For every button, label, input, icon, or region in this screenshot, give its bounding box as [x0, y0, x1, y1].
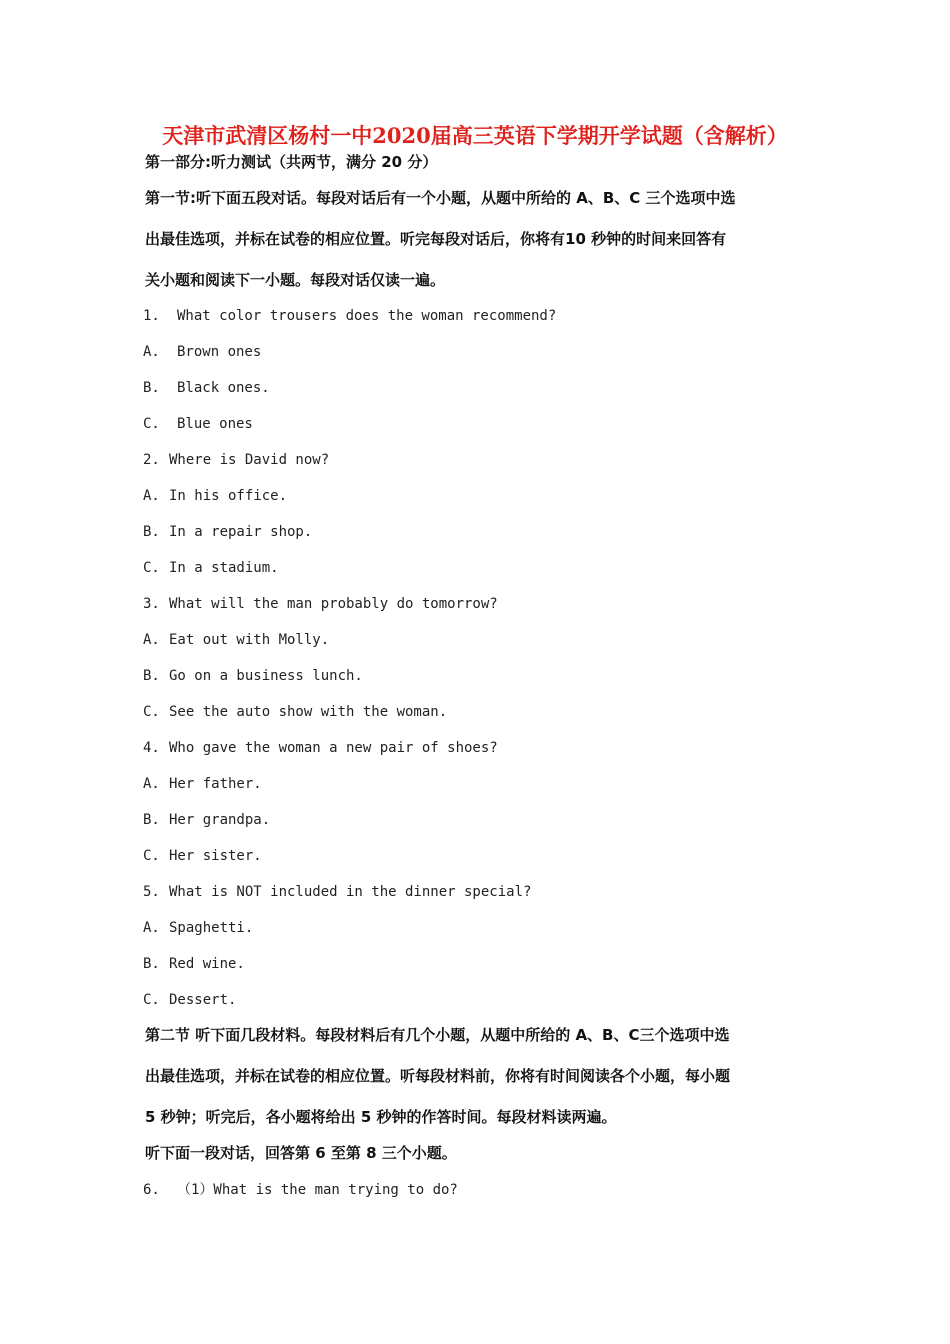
question-3-option-c: [143, 702, 447, 722]
question-number: 4.: [143, 740, 160, 756]
question-2-option-a: [143, 486, 287, 506]
option-text: Her sister.: [169, 848, 262, 864]
question-4-option-b: [143, 810, 270, 830]
question-1-option-b: [143, 378, 270, 398]
part1-heading: 第一部分:听力测试（共两节，满分 20 分）: [145, 153, 438, 171]
section2-instruction-line-3: 5 秒钟；听完后，各小题将给出 5 秒钟的作答时间。每段材料读两遍。: [145, 1108, 617, 1126]
option-text: Blue ones: [177, 416, 253, 432]
question-1-option-c: [143, 414, 253, 434]
option-letter: A.: [143, 632, 160, 648]
question-text: Where is David now?: [169, 452, 330, 468]
question-4-option-c: [143, 846, 262, 866]
question-4: [143, 738, 498, 758]
document-title: 天津市武清区杨村一中2020届高三英语下学期开学试题（含解析）: [162, 123, 788, 148]
option-letter: B.: [143, 812, 160, 828]
option-text: Brown ones: [177, 344, 262, 360]
question-1-option-a: [143, 342, 261, 362]
question-2-option-b: [143, 522, 312, 542]
option-letter: A.: [143, 344, 160, 360]
question-5-option-c: [143, 990, 236, 1010]
option-text: Go on a business lunch.: [169, 668, 363, 684]
question-text: What is NOT included in the dinner special?: [169, 884, 532, 900]
question-2: [143, 450, 329, 470]
dialogue-intro: 听下面一段对话，回答第 6 至第 8 三个小题。: [145, 1144, 457, 1162]
option-letter: C.: [143, 992, 160, 1008]
option-letter: C.: [143, 416, 160, 432]
option-text: Her grandpa.: [169, 812, 271, 828]
option-text: Her father.: [169, 776, 262, 792]
question-text: What will the man probably do tomorrow?: [169, 596, 498, 612]
question-1: [143, 306, 556, 326]
question-5: [143, 882, 531, 902]
option-letter: B.: [143, 380, 160, 396]
question-3-option-a: [143, 630, 329, 650]
question-number: 2.: [143, 452, 160, 468]
question-6: [143, 1180, 458, 1200]
option-letter: C.: [143, 560, 160, 576]
question-4-option-a: [143, 774, 262, 794]
question-text: Who gave the woman a new pair of shoes?: [169, 740, 498, 756]
section1-instruction-line-1: 第一节:听下面五段对话。每段对话后有一个小题，从题中所给的 A、B、C 三个选项中选: [145, 189, 736, 207]
question-text: What color trousers does the woman recommend?: [177, 308, 557, 324]
section1-instruction-line-2: 出最佳选项，并标在试卷的相应位置。听完每段对话后，你将有10 秒钟的时间来回答有: [145, 230, 727, 248]
option-letter: A.: [143, 488, 160, 504]
option-text: Dessert.: [169, 992, 237, 1008]
question-number: 5.: [143, 884, 160, 900]
question-3-option-b: [143, 666, 363, 686]
option-letter: A.: [143, 920, 160, 936]
option-text: Spaghetti.: [169, 920, 254, 936]
option-text: In a stadium.: [169, 560, 279, 576]
section1-instruction-line-3: 关小题和阅读下一小题。每段对话仅读一遍。: [145, 271, 446, 289]
question-text: （1）What is the man trying to do?: [177, 1182, 458, 1198]
question-number: 3.: [143, 596, 160, 612]
question-3: [143, 594, 498, 614]
option-text: In his office.: [169, 488, 288, 504]
option-letter: C.: [143, 704, 160, 720]
option-letter: A.: [143, 776, 160, 792]
option-text: Black ones.: [177, 380, 270, 396]
option-text: In a repair shop.: [169, 524, 313, 540]
section2-instruction-line-1: 第二节 听下面几段材料。每段材料后有几个小题，从题中所给的 A、B、C三个选项中选: [145, 1026, 730, 1044]
option-text: Red wine.: [169, 956, 245, 972]
option-letter: B.: [143, 668, 160, 684]
option-letter: C.: [143, 848, 160, 864]
option-letter: B.: [143, 524, 160, 540]
option-text: Eat out with Molly.: [169, 632, 330, 648]
question-2-option-c: [143, 558, 279, 578]
question-number: 6.: [143, 1182, 160, 1198]
question-5-option-b: [143, 954, 245, 974]
section2-instruction-line-2: 出最佳选项，并标在试卷的相应位置。听每段材料前，你将有时间阅读各个小题，每小题: [145, 1067, 731, 1085]
question-5-option-a: [143, 918, 253, 938]
option-text: See the auto show with the woman.: [169, 704, 448, 720]
question-number: 1.: [143, 308, 160, 324]
option-letter: B.: [143, 956, 160, 972]
